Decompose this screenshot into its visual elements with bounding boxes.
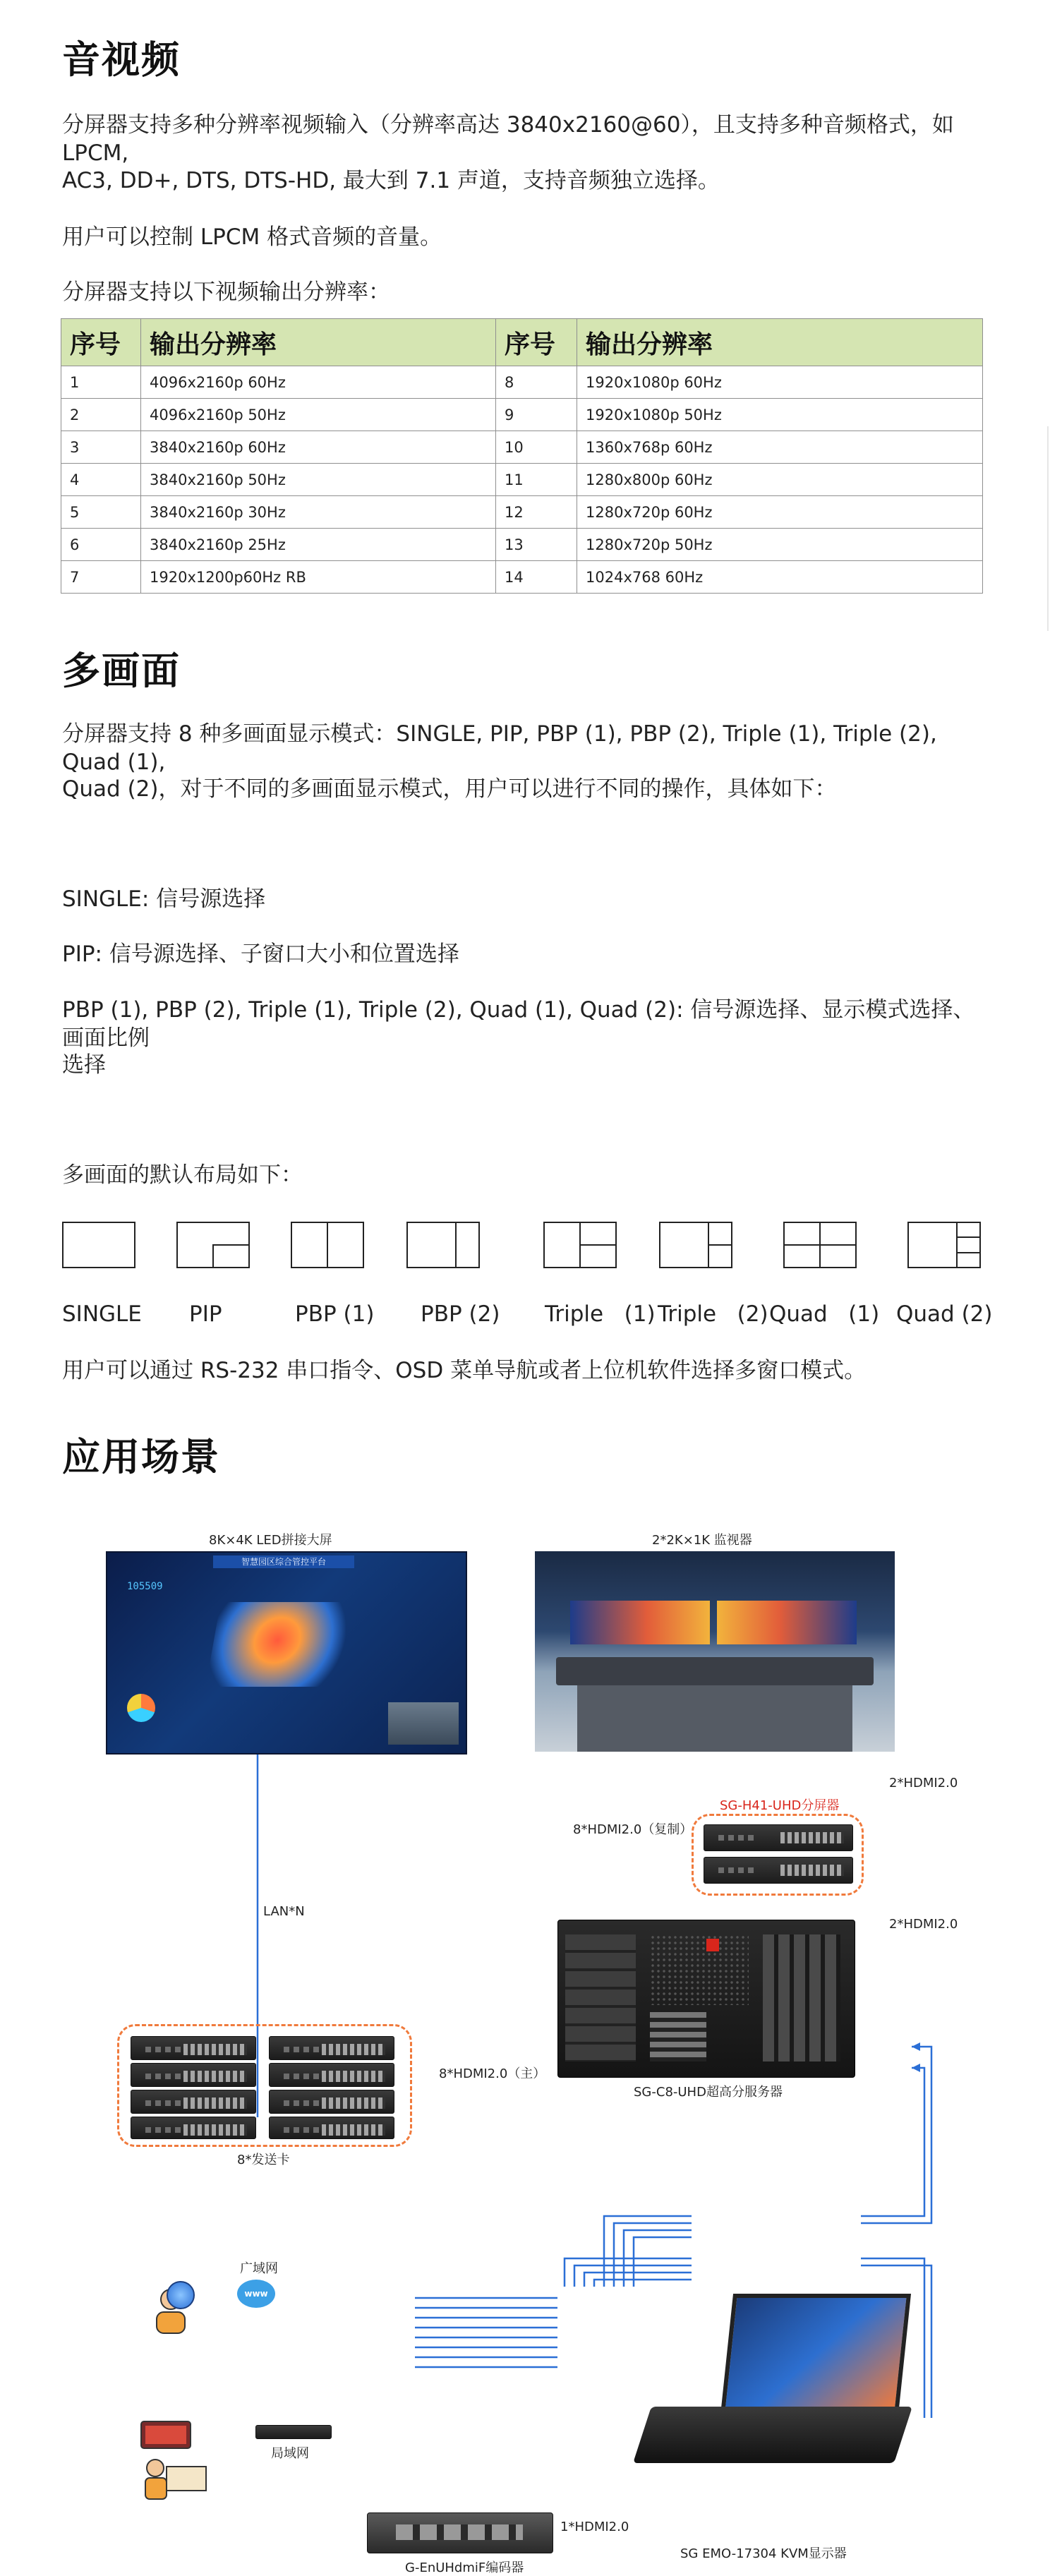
layout-label-quad2: Quad (2): [896, 1301, 993, 1327]
server-expansion-slots: [763, 1934, 840, 2062]
table-cell-resolution: 1280x720p 60Hz: [577, 496, 983, 529]
led-wall-image: [106, 1551, 467, 1755]
led-heatmap: [205, 1602, 361, 1687]
monitor-screen-right: [717, 1601, 857, 1644]
server-label: SG-C8-UHD超高分服务器: [634, 2085, 783, 2100]
kvm-label: SG EMO-17304 KVM显示器: [680, 2546, 847, 2561]
section-title-av: 音视频: [62, 37, 181, 82]
sending-card: [269, 2036, 394, 2060]
table-cell-index: 4: [61, 464, 141, 496]
mode-pip-desc: PIP: 信号源选择、子窗口大小和位置选择: [62, 941, 459, 967]
table-cell-resolution: 1920x1200p60Hz RB: [141, 561, 496, 594]
layout-single-icon: [62, 1222, 135, 1268]
av-paragraph-1: 分屏器支持多种分辨率视频输入（分辨率高达 3840x2160@60），且支持多种音频格式，如 LPCM,: [62, 112, 954, 166]
splitter-unit: [704, 1824, 853, 1851]
splitter-label: SG-H41-UHD分屏器: [720, 1798, 840, 1813]
table-cell-index: 6: [61, 529, 141, 561]
table-cell-index: 8: [496, 366, 577, 399]
table-cell-resolution: 1920x1080p 60Hz: [577, 366, 983, 399]
multi-paragraph-1: 分屏器支持 8 种多画面显示模式：SINGLE, PIP, PBP (1), PBP (2), Triple (1), Triple (2), Quad (1),: [62, 721, 937, 775]
hdmi-copy-label: 8*HDMI2.0（复制）: [573, 1822, 693, 1837]
layout-label-pip: PIP: [189, 1301, 222, 1327]
lan-label: LAN*N: [263, 1904, 305, 1919]
server-io-ports: [650, 2012, 706, 2062]
table-cell-index: 5: [61, 496, 141, 529]
table-cell-resolution: 1280x800p 60Hz: [577, 464, 983, 496]
server-power-icon: [706, 1939, 719, 1951]
table-header-row: [61, 319, 983, 366]
layout-intro: 多画面的默认布局如下：: [62, 1162, 303, 1188]
www-cloud-icon: www: [237, 2280, 275, 2308]
sending-card: [131, 2090, 256, 2114]
kvm-screen: [720, 2294, 911, 2415]
server-front-panel: [565, 1934, 636, 2062]
server-chassis: [557, 1920, 855, 2078]
encoder-label: G-EnUHdmiF编码器: [405, 2560, 524, 2575]
sending-card: [131, 2117, 256, 2139]
table-cell-resolution: 1280x720p 50Hz: [577, 529, 983, 561]
layout-triple1-icon: [543, 1222, 617, 1268]
kvm-keyboard: [633, 2407, 912, 2463]
table-row: [61, 464, 983, 496]
table-header-index: 序号: [496, 319, 577, 366]
mode-single-desc: SINGLE: 信号源选择: [62, 886, 266, 912]
table-row: [61, 561, 983, 594]
table-cell-index: 12: [496, 496, 577, 529]
encoder-device: [367, 2512, 553, 2553]
table-row: [61, 496, 983, 529]
table-cell-resolution: 1024x768 60Hz: [577, 561, 983, 594]
table-cell-resolution: 3840x2160p 60Hz: [141, 431, 496, 464]
lan-switch: [255, 2425, 332, 2439]
sending-card: [131, 2036, 256, 2060]
sending-card: [269, 2063, 394, 2087]
table-cell-resolution: 4096x2160p 50Hz: [141, 399, 496, 431]
table-row: [61, 529, 983, 561]
table-header-index: 序号: [61, 319, 141, 366]
layout-label-pbp1: PBP (1): [295, 1301, 375, 1327]
table-cell-resolution: 1360x768p 60Hz: [577, 431, 983, 464]
layout-label-single: SINGLE: [62, 1301, 142, 1327]
multi-footer: 用户可以通过 RS-232 串口指令、OSD 菜单导航或者上位机软件选择多窗口模式。: [62, 1358, 867, 1383]
application-diagram: [0, 1510, 1050, 2575]
av-paragraph-2: AC3, DD+, DTS, DTS-HD, 最大到 7.1 声道，支持音频独立选择。: [62, 168, 720, 193]
table-cell-index: 9: [496, 399, 577, 431]
hdmi-single-label: 1*HDMI2.0: [560, 2520, 629, 2534]
hdmi-right-label-2: 2*HDMI2.0: [889, 1917, 958, 1932]
sending-card: [269, 2117, 394, 2139]
table-header-resolution: 输出分辨率: [141, 319, 496, 366]
table-cell-index: 7: [61, 561, 141, 594]
table-cell-resolution: 4096x2160p 60Hz: [141, 366, 496, 399]
hdmi-main-label: 8*HDMI2.0（主）: [439, 2066, 546, 2081]
console-cabinet: [577, 1685, 852, 1752]
table-row: [61, 431, 983, 464]
globe-icon: [167, 2281, 195, 2309]
right-edge-divider: [1047, 426, 1049, 631]
sending-card: [131, 2063, 256, 2087]
table-header-resolution: 输出分辨率: [577, 319, 983, 366]
section-title-multi: 多画面: [62, 649, 181, 693]
wan-label: 广域网: [240, 2261, 278, 2276]
sending-card: [269, 2090, 394, 2114]
mode-others-desc: PBP (1), PBP (2), Triple (1), Triple (2), Quad (1), Quad (2): 信号源选择、显示模式选择、画面比例: [62, 997, 975, 1051]
layout-label-triple1: Triple (1): [545, 1301, 656, 1327]
encoder-ports: [396, 2524, 523, 2540]
av-paragraph-4: 分屏器支持以下视频输出分辨率：: [62, 279, 390, 305]
table-cell-index: 13: [496, 529, 577, 561]
layout-label-triple2: Triple (2): [658, 1301, 768, 1327]
section-title-app: 应用场景: [62, 1435, 220, 1479]
monitor-label: 2*2K×1K 监视器: [652, 1533, 752, 1548]
table-cell-index: 10: [496, 431, 577, 464]
table-cell-resolution: 1920x1080p 50Hz: [577, 399, 983, 431]
layout-pip-icon: [176, 1222, 250, 1268]
hdmi-right-label-1: 2*HDMI2.0: [889, 1776, 958, 1790]
table-cell-resolution: 3840x2160p 25Hz: [141, 529, 496, 561]
multi-paragraph-2: Quad (2)，对于不同的多画面显示模式，用户可以进行不同的操作，具体如下：: [62, 776, 837, 802]
table-row: [61, 399, 983, 431]
table-cell-index: 1: [61, 366, 141, 399]
kvm-device: [628, 2294, 902, 2470]
table-cell-index: 3: [61, 431, 141, 464]
layout-triple2-icon: [659, 1222, 732, 1268]
table-cell-index: 2: [61, 399, 141, 431]
av-paragraph-3: 用户可以控制 LPCM 格式音频的音量。: [62, 224, 442, 250]
sending-cards-group: [117, 2024, 412, 2147]
layout-label-pbp2: PBP (2): [421, 1301, 500, 1327]
mode-others-desc-cont: 选择: [62, 1052, 106, 1078]
console-desk: [556, 1657, 874, 1685]
layout-pbp1-icon: [291, 1222, 364, 1268]
layout-quad1-icon: [783, 1222, 857, 1268]
led-wall-label: 8K×4K LED拼接大屏: [209, 1533, 332, 1548]
led-photo-panel: [388, 1702, 459, 1745]
layout-pbp2-icon: [406, 1222, 480, 1268]
layout-label-quad1: Quad (1): [769, 1301, 880, 1327]
table-row: [61, 366, 983, 399]
client-workstation-icon: [138, 2417, 223, 2502]
led-title-bar: 智慧园区综合管控平台: [213, 1555, 354, 1568]
server-grille: [650, 1934, 749, 2005]
table-cell-resolution: 3840x2160p 30Hz: [141, 496, 496, 529]
monitor-screen-left: [570, 1601, 710, 1644]
splitter-unit: [704, 1857, 853, 1884]
splitter-group: [692, 1814, 864, 1896]
resolution-table: [61, 318, 983, 594]
table-cell-index: 11: [496, 464, 577, 496]
sending-cards-label: 8*发送卡: [237, 2153, 290, 2167]
led-donut-chart: [127, 1694, 155, 1722]
lan2-label: 局域网: [271, 2446, 309, 2461]
monitor-wall-image: [535, 1551, 895, 1752]
led-number: 105509: [127, 1581, 163, 1592]
table-cell-index: 14: [496, 561, 577, 594]
layout-quad2-icon: [907, 1222, 981, 1268]
table-cell-resolution: 3840x2160p 50Hz: [141, 464, 496, 496]
